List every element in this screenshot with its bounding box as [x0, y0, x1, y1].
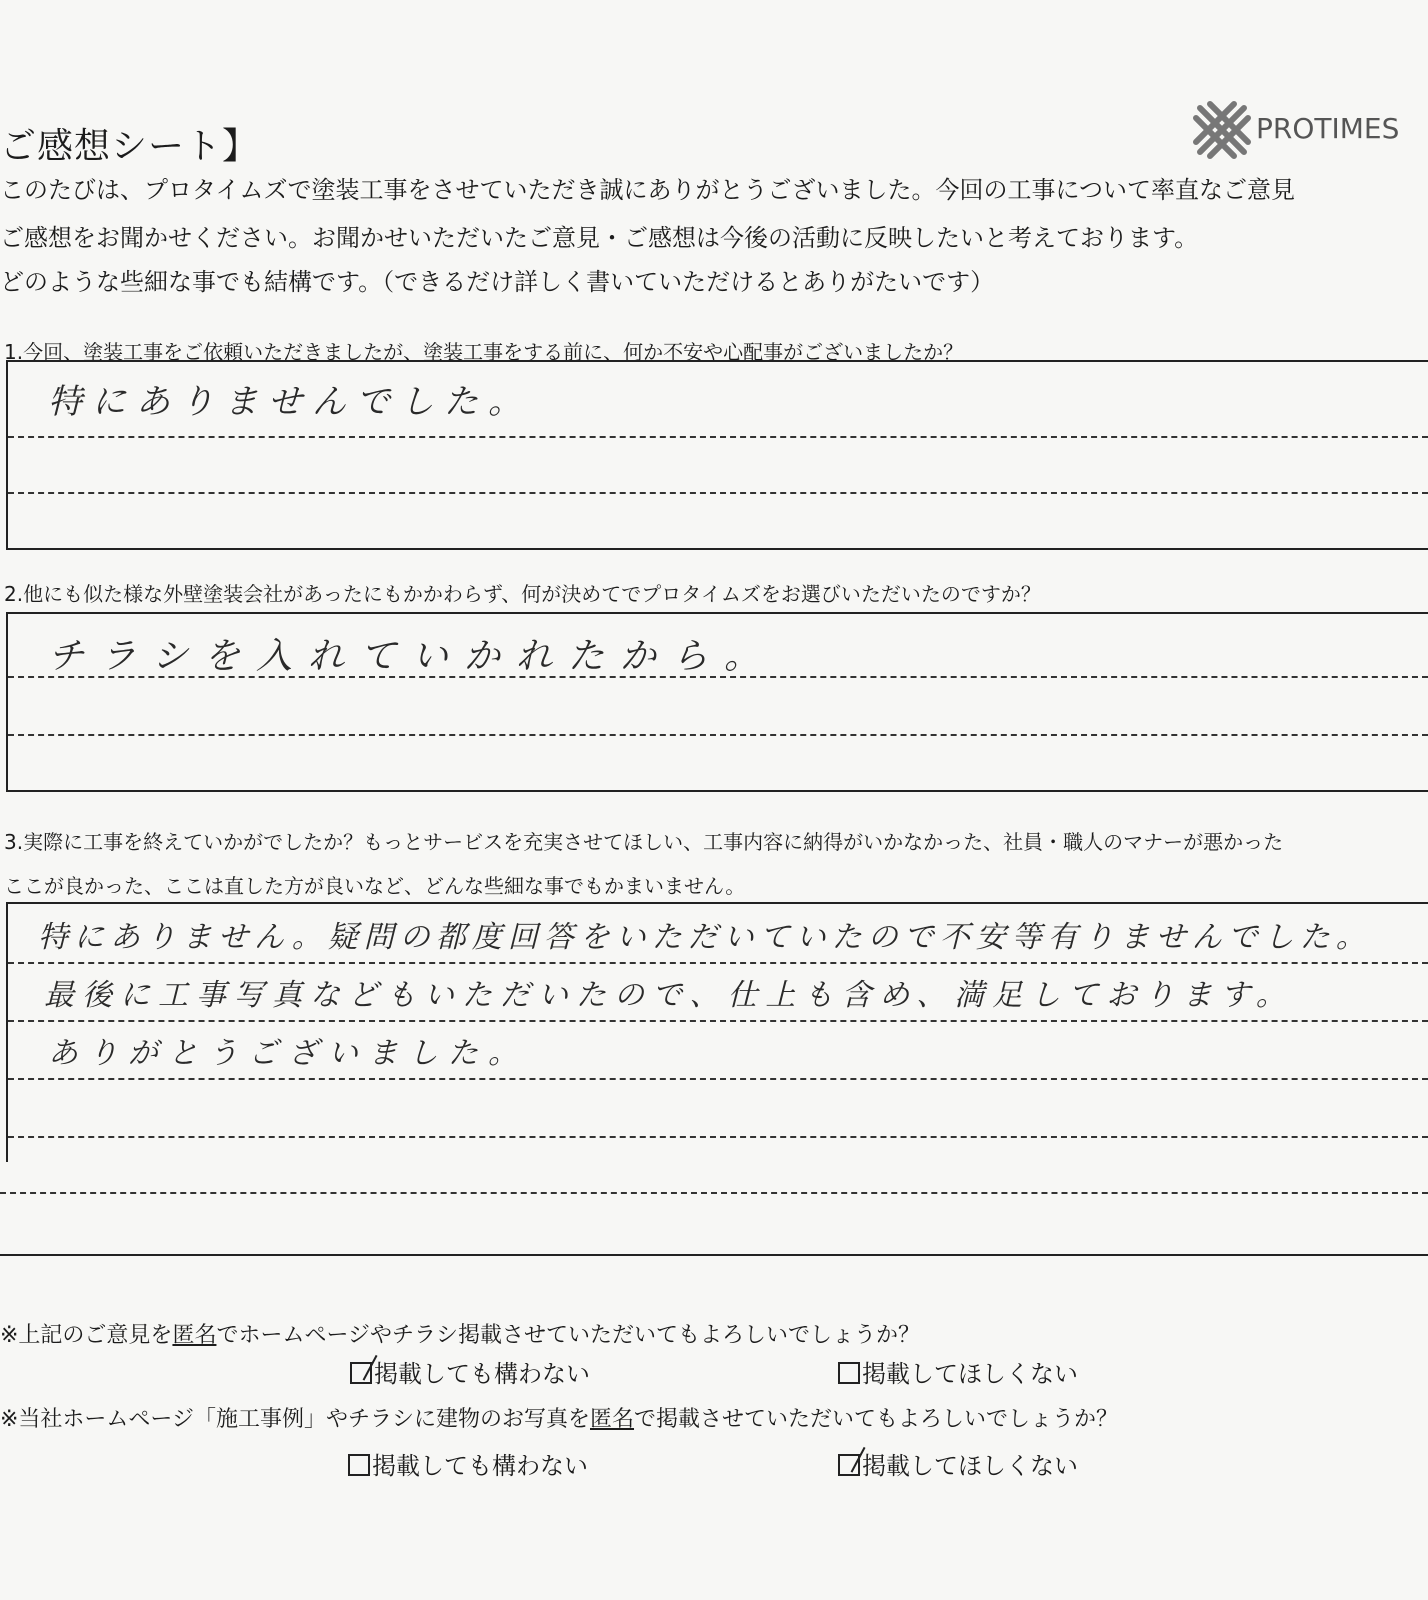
consent-1-option-no[interactable] [838, 1354, 1078, 1389]
consent-2-option-no-label: 掲載してほしくない [862, 1452, 1078, 1480]
consent-question-1-pre: ※上記のご意見を [0, 1323, 173, 1348]
rule-line [8, 548, 1428, 550]
consent-question-2-pre: ※当社ホームページ「施工事例」やチラシに建物のお写真を [0, 1407, 590, 1432]
rule-line [8, 962, 1428, 964]
answer-1-handwriting: 特にありませんでした。 [48, 382, 532, 422]
rule-line [0, 1192, 1428, 1194]
question-3-line-2: ここが良かった、ここは直した方が良いなど、どんな些細な事でもかまいません。 [4, 874, 746, 898]
protimes-mark-icon [1192, 100, 1252, 160]
answer-box-2 [6, 612, 1428, 792]
consent-2-option-yes[interactable] [348, 1446, 588, 1481]
rule-line [8, 1136, 1428, 1138]
rule-line [8, 492, 1428, 494]
answer-box-1 [6, 360, 1428, 550]
answer-3-handwriting-line-2: 最後に工事写真などもいただいたので、仕上も含め、満足しております。 [44, 978, 1294, 1013]
checkbox-icon[interactable] [348, 1454, 370, 1476]
answer-2-handwriting: チラシを入れていかれたから。 [48, 636, 777, 677]
consent-1-option-no-label: 掲載してほしくない [862, 1360, 1078, 1388]
consent-question-1-post: でホームページやチラシ掲載させていただいてもよろしいでしょうか？ [216, 1323, 921, 1348]
checkbox-icon[interactable] [838, 1362, 860, 1384]
consent-question-1-underlined: 匿名 [172, 1323, 217, 1348]
answer-box-3 [6, 902, 1428, 1162]
rule-line [8, 1078, 1428, 1080]
question-3-line-1: 3.実際に工事を終えていかがでしたか？もっとサービスを充実させてほしい、工事内容に納得がいかなかった、社員・職人のマナーが悪かった [4, 830, 1284, 854]
answer-3-handwriting-line-3: ありがとうございました。 [48, 1036, 528, 1071]
intro-line-2: ご感想をお聞かせください。お聞かせいただいたご意見・ご感想は今後の活動に反映したいと考えております。 [0, 224, 1199, 252]
intro-line-1: このたびは、プロタイムズで塗装工事をさせていただき誠にありがとうございました。今回の工事について率直なご意見 [0, 176, 1296, 204]
consent-1-option-yes[interactable] [350, 1354, 590, 1389]
logo-text: PROTIMES [1256, 112, 1400, 145]
protimes-logo [1192, 100, 1428, 160]
rule-line [8, 436, 1428, 438]
consent-2-option-no[interactable] [838, 1446, 1078, 1481]
rule-line [8, 1020, 1428, 1022]
question-1: 1.今回、塗装工事をご依頼いただきましたが、塗装工事をする前に、何か不安や心配事がございましたか？ [4, 340, 964, 364]
answer-3-handwriting-line-1: 特にありません。疑問の都度回答をいただいていたので不安等有りませんでした。 [38, 920, 1372, 955]
checkbox-checked-icon[interactable] [838, 1454, 860, 1476]
consent-question-2-post: で掲載させていただいてもよろしいでしょうか？ [634, 1407, 1119, 1432]
rule-line [8, 734, 1428, 736]
consent-2-option-yes-label: 掲載しても構わない [372, 1452, 588, 1480]
consent-question-2-underlined: 匿名 [590, 1407, 635, 1432]
intro-line-3: どのような些細な事でも結構です。（できるだけ詳しく書いていただけるとありがたいです） [0, 268, 995, 296]
page-title: ご感想シート】 [0, 126, 260, 167]
question-2: 2.他にも似た様な外壁塗装会社があったにもかかわらず、何が決めてでプロタイムズをお選びいただいたのですか？ [4, 582, 1041, 606]
consent-1-option-yes-label: 掲載しても構わない [374, 1360, 590, 1388]
consent-question-1 [0, 1318, 920, 1349]
rule-line [0, 1254, 1428, 1256]
checkbox-checked-icon[interactable] [350, 1362, 372, 1384]
consent-question-2 [0, 1402, 1118, 1433]
